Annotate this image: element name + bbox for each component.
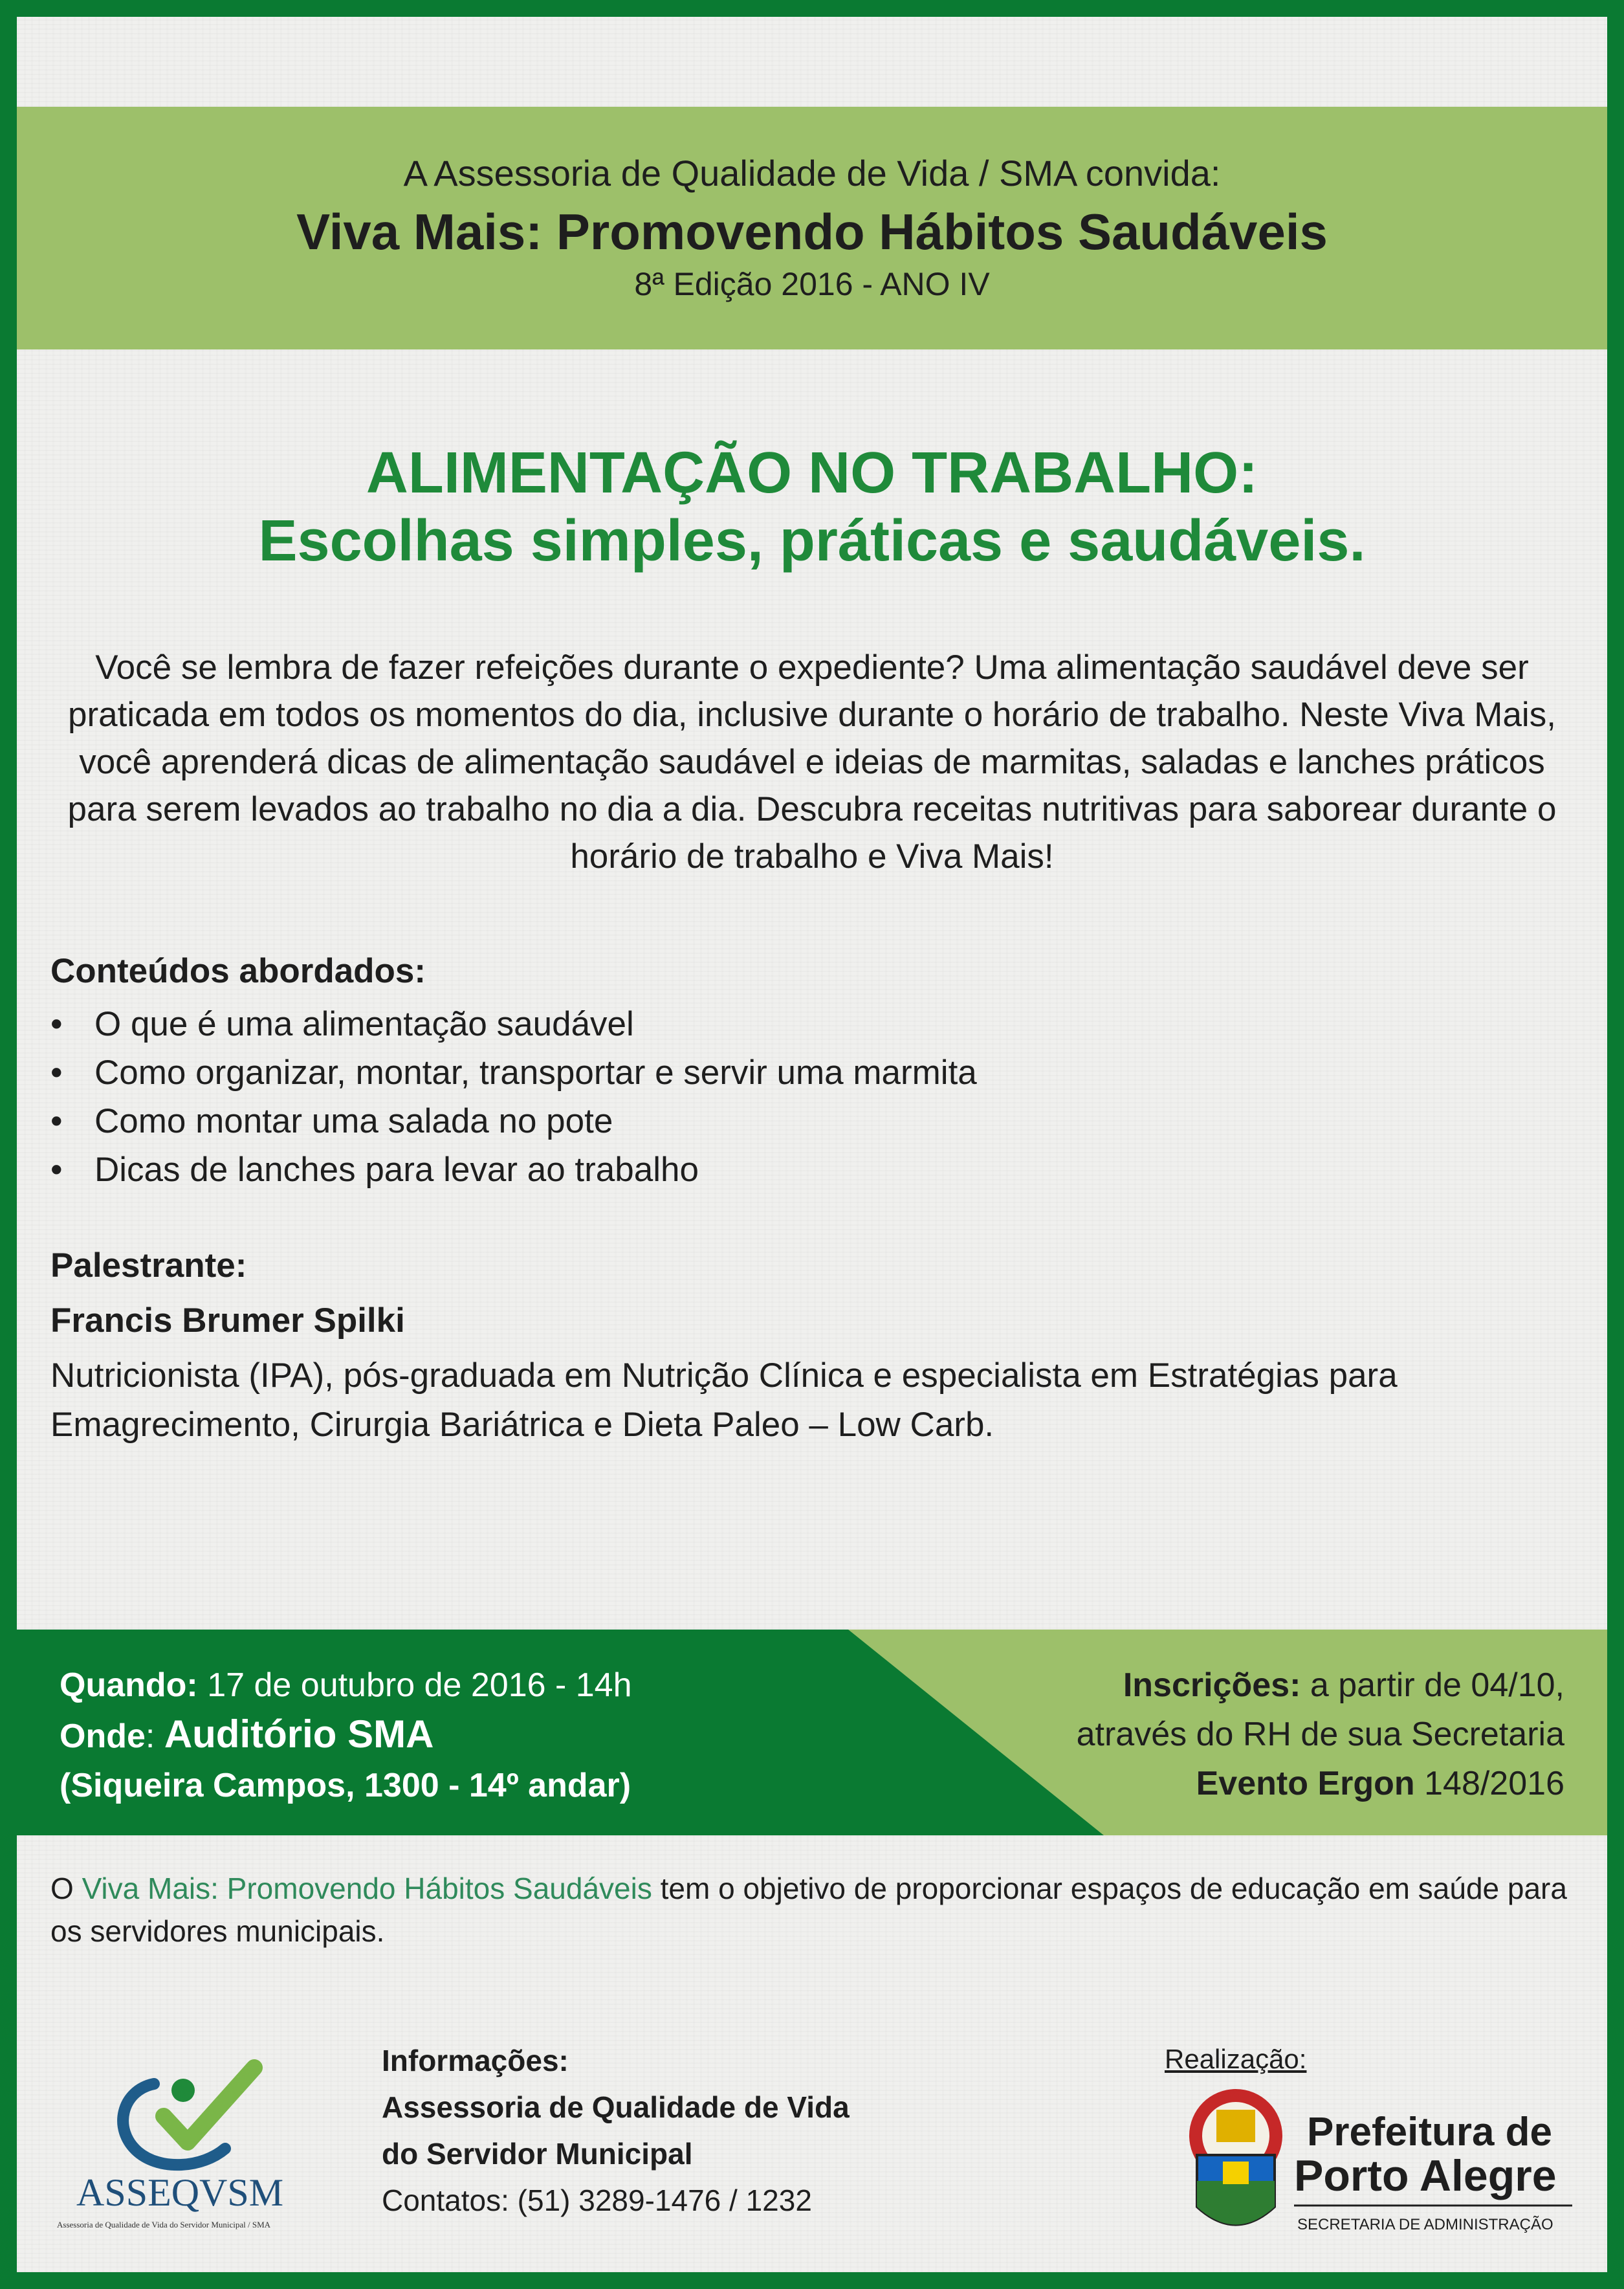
asseqvsm-logo xyxy=(50,2039,355,2233)
realizacao-label: Realização: xyxy=(1165,2044,1307,2074)
coat-of-arms-icon xyxy=(1189,2089,1282,2225)
contents-title: Conteúdos abordados: xyxy=(50,952,426,990)
list-item: • Dicas de lanches para levar ao trabalho xyxy=(50,1145,977,1194)
event-registration xyxy=(1077,1661,1564,1808)
where-value: Auditório SMA xyxy=(164,1712,434,1756)
info-block xyxy=(382,2037,850,2224)
info-title: Informações: xyxy=(382,2044,569,2077)
header-banner xyxy=(17,107,1607,349)
header-title: Viva Mais: Promovendo Hábitos Saudáveis xyxy=(296,203,1328,260)
contents-list xyxy=(50,1000,977,1194)
intro-paragraph: Você se lembra de fazer refeições durante o expediente? Uma alimentação saudável deve ser praticada em todos os momentos do dia, inclusive durante o horário de trabalho. Neste Viva Mais, você aprenderá dicas de alimentação saudável e ideias de marmitas, saladas e lanches práticos para serem levados ao trabalho no dia a dia. Descubra receitas nutritivas para saborear durante o horário de trabalho e Viva Mais! xyxy=(67,648,1557,876)
objective-text xyxy=(50,1867,1577,1952)
event-when-where: Quando: 17 de outubro de 2016 - 14h Onde: Auditório SMA (Siqueira Campos, 1300 - 14º andar) xyxy=(60,1666,632,1804)
asseqvsm-name: ASSEQVSM xyxy=(76,2171,284,2214)
list-item: • Como organizar, montar, transportar e servir uma marmita xyxy=(50,1048,977,1097)
event-band xyxy=(17,1630,1607,1835)
speaker-name: Francis Brumer Spilki xyxy=(50,1301,405,1340)
seal-tower xyxy=(1216,2110,1255,2142)
ergon-value: 148/2016 xyxy=(1414,1765,1564,1802)
objective-suffix: tem o objetivo de proporcionar espaços de educação em saúde para os servidores municipais. xyxy=(50,1872,1567,1948)
logo-head xyxy=(171,2079,195,2102)
info-line1: Assessoria de Qualidade de Vida xyxy=(382,2090,850,2124)
header-invite: A Assessoria de Qualidade de Vida / SMA convida: xyxy=(403,153,1221,194)
speaker-description: Nutricionista (IPA), pós-graduada em Nutrição Clínica e especialista em Estratégias para Emagrecimento, Cirurgia Bariátrica e Dieta Paleo – Low Carb. xyxy=(50,1356,1398,1444)
list-item: • Como montar uma salada no pote xyxy=(50,1097,977,1145)
address: (Siqueira Campos, 1300 - 14º andar) xyxy=(60,1767,631,1804)
asseqvsm-subtitle: Assessoria de Qualidade de Vida do Servidor Municipal / SMA xyxy=(57,2220,271,2229)
objective-program: Viva Mais: Promovendo Hábitos Saudáveis xyxy=(82,1872,652,1905)
headline-line1: ALIMENTAÇÃO NO TRABALHO: xyxy=(366,441,1258,505)
registration-value: a partir de 04/10, xyxy=(1300,1666,1564,1704)
registration-label: Inscrições: xyxy=(1123,1666,1301,1704)
shield-emblem xyxy=(1223,2162,1249,2184)
poa-line2: Porto Alegre xyxy=(1294,2151,1557,2200)
prefeitura-porto-alegre-logo xyxy=(1178,2084,1579,2259)
info-contacts: Contatos: (51) 3289-1476 / 1232 xyxy=(382,2184,812,2217)
check-icon xyxy=(164,2068,254,2142)
speaker-title: Palestrante: xyxy=(50,1246,247,1285)
ergon-label: Evento Ergon xyxy=(1196,1765,1415,1802)
header-edition: 8ª Edição 2016 - ANO IV xyxy=(634,266,990,302)
registration-line2: através do RH de sua Secretaria xyxy=(1076,1716,1564,1753)
poa-line1: Prefeitura de xyxy=(1307,2110,1553,2154)
info-line2: do Servidor Municipal xyxy=(382,2137,693,2171)
when-value: 17 de outubro de 2016 - 14h xyxy=(197,1666,632,1704)
objective-prefix: O xyxy=(50,1872,82,1905)
when-label: Quando: xyxy=(60,1666,198,1704)
shield-base xyxy=(1197,2181,1275,2225)
list-item: • O que é uma alimentação saudável xyxy=(50,1000,977,1048)
poa-secretaria: SECRETARIA DE ADMINISTRAÇÃO xyxy=(1297,2216,1553,2233)
headline-line2: Escolhas simples, práticas e saudáveis. xyxy=(258,509,1366,573)
where-label: Onde xyxy=(60,1718,146,1755)
